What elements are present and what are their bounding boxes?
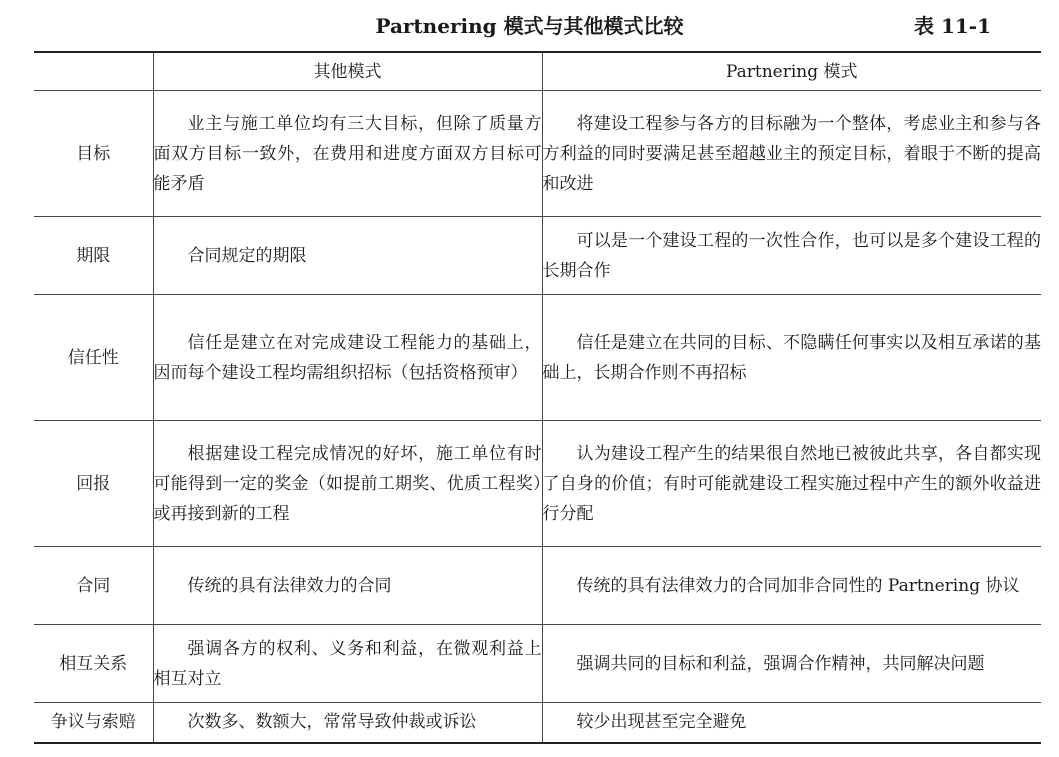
row-partnering: 认为建设工程产生的结果很自然地已被彼此共享，各自都实现了自身的价值；有时可能就建设工程实施过程中产生的额外收益进行分配 <box>542 421 1041 547</box>
row-other: 根据建设工程完成情况的好坏，施工单位有时可能得到一定的奖金（如提前工期奖、优质工程奖）或再接到新的工程 <box>153 421 542 547</box>
row-partnering: 信任是建立在共同的目标、不隐瞒任何事实以及相互承诺的基础上，长期合作则不再招标 <box>542 295 1041 421</box>
row-partnering: 可以是一个建设工程的一次性合作，也可以是多个建设工程的长期合作 <box>542 217 1041 295</box>
row-other: 信任是建立在对完成建设工程能力的基础上，因而每个建设工程均需组织招标（包括资格预审） <box>153 295 542 421</box>
table-row <box>34 703 1041 743</box>
header-aspect <box>34 52 153 91</box>
row-other: 业主与施工单位均有三大目标，但除了质量方面双方目标一致外，在费用和进度方面双方目标可能矛盾 <box>153 91 542 217</box>
table-number: 表 11-1 <box>913 14 991 38</box>
row-other: 合同规定的期限 <box>153 217 542 295</box>
row-aspect: 目标 <box>34 91 153 217</box>
row-other: 传统的具有法律效力的合同 <box>153 547 542 625</box>
header-partnering-mode: Partnering 模式 <box>542 52 1041 91</box>
row-aspect: 期限 <box>34 217 153 295</box>
header-row <box>34 52 1041 91</box>
row-aspect: 相互关系 <box>34 625 153 703</box>
row-aspect: 合同 <box>34 547 153 625</box>
header-other-mode: 其他模式 <box>153 52 542 91</box>
row-partnering: 将建设工程参与各方的目标融为一个整体，考虑业主和参与各方利益的同时要满足甚至超越业主的预定目标，着眼于不断的提高和改进 <box>542 91 1041 217</box>
table-title: Partnering 模式与其他模式比较 <box>375 14 684 38</box>
row-partnering: 传统的具有法律效力的合同加非合同性的 Partnering 协议 <box>542 547 1041 625</box>
table-row <box>34 217 1041 295</box>
row-partnering: 强调共同的目标和利益，强调合作精神，共同解决问题 <box>542 625 1041 703</box>
table-row <box>34 625 1041 703</box>
row-aspect: 回报 <box>34 421 153 547</box>
table-row <box>34 295 1041 421</box>
table-row <box>34 547 1041 625</box>
row-aspect: 信任性 <box>34 295 153 421</box>
table-row <box>34 91 1041 217</box>
row-other: 强调各方的权利、义务和利益，在微观利益上相互对立 <box>153 625 542 703</box>
table-row <box>34 421 1041 547</box>
row-aspect: 争议与索赔 <box>34 703 153 743</box>
row-other: 次数多、数额大，常常导致仲裁或诉讼 <box>153 703 542 743</box>
row-partnering: 较少出现甚至完全避免 <box>542 703 1041 743</box>
comparison-table <box>34 51 1041 744</box>
